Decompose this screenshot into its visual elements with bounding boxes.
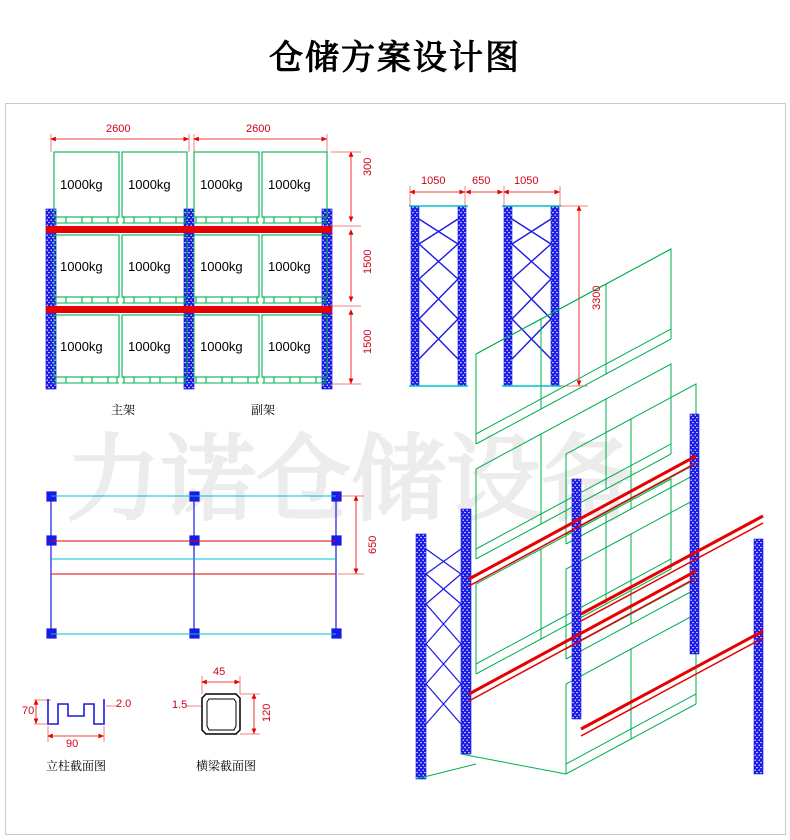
pallet-label: 1000kg <box>128 339 171 354</box>
pallet-label: 1000kg <box>128 259 171 274</box>
caption-upright-section: 立柱截面图 <box>46 759 107 773</box>
pallet-label: 1000kg <box>60 259 103 274</box>
dim-level-3: 1500 <box>362 329 374 354</box>
pallet-label: 1000kg <box>200 259 243 274</box>
page-title: 仓储方案设计图 <box>269 38 521 78</box>
plan-view <box>47 492 364 638</box>
pallet-label: 1000kg <box>128 177 171 192</box>
dim-side-1: 1050 <box>421 175 446 187</box>
dim-beam-thickness: 1.5 <box>172 699 188 711</box>
dim-level-2: 1500 <box>362 249 374 274</box>
dim-upright-width: 90 <box>66 738 79 750</box>
caption-main-rack: 主架 <box>111 403 136 417</box>
pallet-label: 1000kg <box>268 339 311 354</box>
dim-beam-width: 45 <box>213 666 226 678</box>
pallet-label: 1000kg <box>268 177 311 192</box>
pallet-label: 1000kg <box>200 339 243 354</box>
pallet-label: 1000kg <box>268 259 311 274</box>
drawing-canvas <box>5 103 786 835</box>
dim-level-1: 300 <box>362 157 374 176</box>
dim-side-2: 650 <box>472 175 491 187</box>
isometric-rack-view <box>416 249 763 779</box>
pallet-label: 1000kg <box>60 339 103 354</box>
dim-side-height: 3300 <box>591 285 603 310</box>
upright-section-detail <box>34 699 118 742</box>
dim-upright-thickness: 2.0 <box>116 698 132 710</box>
dim-top-left: 2600 <box>106 123 131 135</box>
caption-beam-section: 横梁截面图 <box>196 759 257 773</box>
dim-beam-height: 120 <box>261 703 273 722</box>
dim-side-3: 1050 <box>514 175 539 187</box>
caption-sub-rack: 副架 <box>251 403 276 417</box>
side-frame-view <box>409 186 588 386</box>
beam-section-detail <box>186 676 260 734</box>
dim-plan-depth: 650 <box>367 535 379 554</box>
pallet-label: 1000kg <box>200 177 243 192</box>
dim-upright-height: 70 <box>22 705 35 717</box>
technical-drawing <box>6 104 785 834</box>
watermark-text: 力诺仓储设备 <box>66 425 637 535</box>
dim-top-right: 2600 <box>246 123 271 135</box>
pallet-label: 1000kg <box>60 177 103 192</box>
